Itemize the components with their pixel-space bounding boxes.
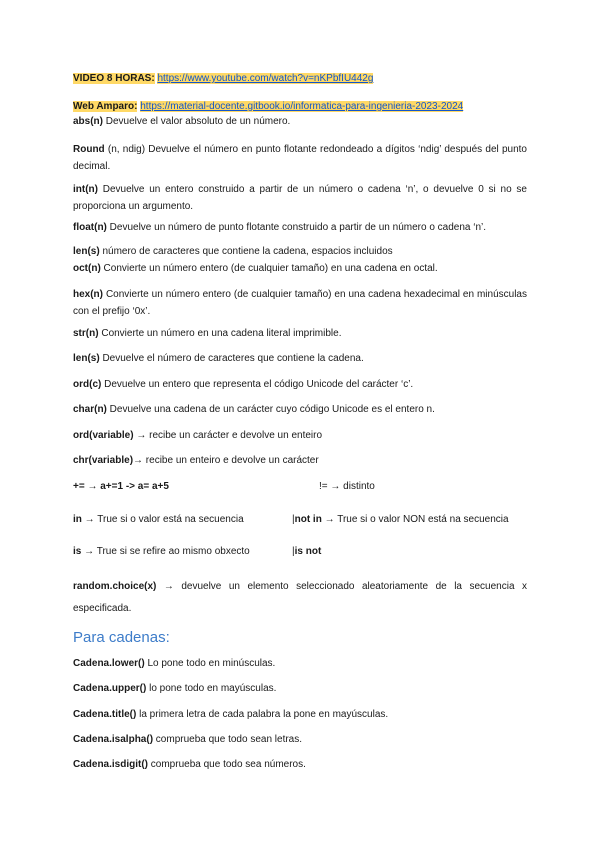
function-desc: número de caracteres que contiene la cadena, espacios incluidos: [99, 246, 393, 257]
web-label: Web Amparo:: [73, 101, 138, 112]
operator-in-desc: → True si o valor está na secuencia: [81, 514, 244, 525]
string-method-desc: lo pone todo en mayúsculas.: [146, 683, 277, 694]
separator: |: [292, 514, 295, 525]
function-entry: [73, 262, 438, 275]
function-desc: Convierte un número entero (de cualquier tamaño) en una cadena en octal.: [100, 263, 438, 274]
video-line: [73, 72, 373, 85]
video-label: VIDEO 8 HORAS:: [73, 73, 155, 84]
function-name: str(n): [73, 328, 99, 339]
function-desc: → recibe un enteiro e devolve un carácter: [133, 455, 319, 466]
function-name: oct(n): [73, 263, 101, 274]
operator-is: [73, 545, 250, 558]
function-entry: [73, 141, 527, 175]
string-method-desc: comprueba que todo sea números.: [148, 759, 306, 770]
string-method-entry: [73, 733, 302, 746]
section-heading-strings: Para cadenas:: [73, 629, 170, 646]
function-desc: Devuelve un número de punto flotante construido a partir de un número o cadena ‘n’.: [106, 222, 487, 233]
string-method-entry: [73, 682, 276, 695]
function-desc: Devuelve el valor absoluto de un número.: [103, 116, 291, 127]
string-method-entry: [73, 708, 388, 721]
web-line: [73, 100, 463, 113]
operator-in-keyword: in: [73, 514, 82, 525]
function-name: char(n): [73, 404, 107, 415]
operator-neq-text: != → distinto: [319, 481, 375, 492]
operator-not-in-desc: → True si o valor NON está na secuencia: [321, 514, 509, 525]
web-link[interactable]: https://material-docente.gitbook.io/informatica-para-ingenieria-2023-2024: [140, 101, 464, 112]
function-entry: [73, 429, 322, 442]
function-desc: Devuelve una cadena de un carácter cuyo código Unicode es el entero n.: [106, 404, 435, 415]
function-name: ord(variable): [73, 430, 134, 441]
random-choice-desc: → devuelve un elemento seleccionado aleatoriamente de la secuencia x especificada.: [73, 581, 527, 614]
operator-is-not: [292, 545, 321, 558]
function-entry: [73, 352, 364, 365]
operator-not-in: [292, 513, 509, 526]
function-desc: Convierte un número entero (de cualquier tamaño) en una cadena hexadecimal en minúsculas con el prefijo ‘0x’.: [73, 289, 527, 317]
string-method-name: Cadena.upper(): [73, 683, 147, 694]
operator-not-in-keyword: not in: [294, 514, 322, 525]
function-name: abs(n): [73, 116, 103, 127]
function-name: int(n): [73, 184, 98, 195]
function-name: len(s): [73, 353, 100, 364]
function-name: chr(variable): [73, 455, 134, 466]
function-desc: (n, ndig) Devuelve el número en punto flotante redondeado a dígitos ‘ndig’ después del punto decimal.: [73, 144, 527, 172]
operator-is-not-keyword: is not: [294, 546, 322, 557]
string-method-name: Cadena.title(): [73, 709, 137, 720]
function-desc: Convierte un número en una cadena literal imprimible.: [98, 328, 342, 339]
string-method-desc: comprueba que todo sean letras.: [153, 734, 303, 745]
function-entry: [73, 286, 527, 320]
function-name: len(s): [73, 246, 100, 257]
string-method-entry: [73, 657, 275, 670]
string-method-name: Cadena.lower(): [73, 658, 145, 669]
function-name: ord(c): [73, 379, 102, 390]
function-entry: [73, 403, 435, 416]
function-name: float(n): [73, 222, 107, 233]
string-method-desc: Lo pone todo en minúsculas.: [144, 658, 276, 669]
random-choice-name: random.choice(x): [73, 581, 157, 592]
function-desc: Devuelve el número de caracteres que contiene la cadena.: [99, 353, 364, 364]
separator: |: [292, 546, 295, 557]
function-desc: → recibe un carácter e devolve un enteiro: [133, 430, 323, 441]
operator-is-keyword: is: [73, 546, 82, 557]
operator-in: [73, 513, 244, 526]
operator-neq: [319, 480, 375, 493]
function-name: hex(n): [73, 289, 103, 300]
string-method-name: Cadena.isdigit(): [73, 759, 149, 770]
function-entry: [73, 221, 486, 234]
operator-plus-eq: [73, 480, 169, 493]
function-entry: [73, 115, 290, 128]
operator-plus-eq-text: += → a+=1 -> a= a+5: [73, 481, 169, 492]
function-entry: [73, 245, 393, 258]
function-entry: [73, 378, 413, 391]
video-link[interactable]: https://www.youtube.com/watch?v=nKPbfIU442g: [157, 73, 374, 84]
function-entry: [73, 181, 527, 215]
string-method-name: Cadena.isalpha(): [73, 734, 154, 745]
function-name: Round: [73, 144, 105, 155]
function-entry: [73, 327, 341, 340]
function-desc: Devuelve un entero construido a partir de un número o cadena ‘n’, o devuelve 0 si no se proporciona un argumento.: [73, 184, 527, 212]
string-method-entry: [73, 758, 306, 771]
random-choice-entry: [73, 576, 527, 620]
function-entry: [73, 454, 319, 467]
function-desc: Devuelve un entero que representa el código Unicode del carácter ‘c’.: [101, 379, 414, 390]
string-method-desc: la primera letra de cada palabra la pone en mayúsculas.: [136, 709, 389, 720]
operator-is-desc: → True si se refire ao mismo obxecto: [81, 546, 250, 557]
